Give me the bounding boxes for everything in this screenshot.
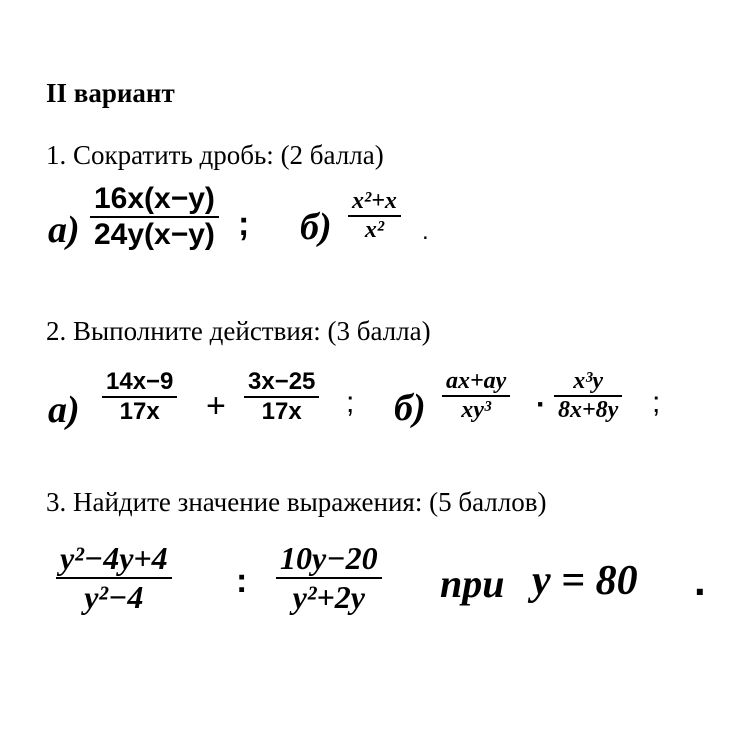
task-2-b-label: б) [394, 387, 426, 429]
task-3-end: . [694, 557, 706, 604]
task-1-a-fraction [90, 182, 219, 252]
task-2-a-label: а) [48, 389, 80, 431]
numerator: 3x−25 [248, 368, 316, 395]
task-3-title: 3. Найдите значение выражения: (5 баллов) [46, 487, 547, 517]
denominator: 24y(x−y) [94, 218, 215, 251]
denominator: x² [364, 217, 385, 243]
variant-heading: II вариант [46, 78, 175, 108]
task-1-title: 1. Сократить дробь: (2 балла) [46, 140, 384, 170]
task-3-fraction-2 [276, 540, 382, 616]
denominator: 8x+8y [558, 397, 619, 423]
numerator: y²−4y+4 [60, 540, 168, 576]
numerator: 16x(x−y) [94, 182, 215, 215]
denominator: y²+2y [292, 579, 365, 615]
task-2-end: ; [652, 386, 661, 419]
multiply-operator: · [536, 388, 546, 421]
condition-expression: y = 80 [532, 558, 638, 604]
numerator: x²+x [352, 188, 397, 214]
numerator: 14x−9 [106, 368, 174, 395]
denominator: xy³ [461, 397, 492, 423]
denominator: 17x [261, 398, 302, 425]
task-2-fraction-2 [244, 368, 319, 426]
denominator: 17x [119, 398, 160, 425]
numerator: 10y−20 [280, 540, 378, 576]
task-1-b-label: б) [300, 206, 332, 248]
task-2-title: 2. Выполните действия: (3 балла) [46, 316, 431, 346]
task-1-separator: ; [238, 205, 250, 243]
task-3-fraction-1 [56, 540, 172, 616]
condition-word: при [440, 561, 505, 606]
numerator: ax+ay [446, 368, 507, 394]
task-2-separator: ; [346, 386, 355, 419]
plus-operator: + [206, 387, 226, 425]
task-1-a-label: а) [48, 209, 80, 251]
task-2-fraction-1 [102, 368, 177, 426]
task-2-fraction-4 [554, 368, 622, 424]
task-1-end: . [422, 218, 429, 245]
task-2-fraction-3 [442, 368, 510, 424]
numerator: x³y [573, 368, 604, 394]
denominator: y²−4 [84, 579, 144, 615]
divide-operator: : [236, 562, 248, 600]
task-1-b-fraction [348, 188, 401, 244]
